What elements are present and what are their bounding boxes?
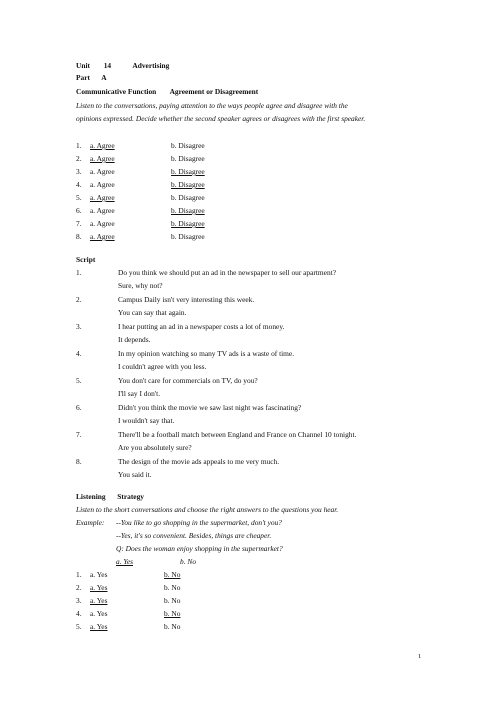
option-agree: a. Agree (90, 206, 115, 215)
example-label: Example: (76, 518, 105, 527)
unit-heading (76, 61, 169, 70)
option-disagree: b. Disagree (171, 154, 205, 163)
script-response: Are you absolutely sure? (118, 443, 192, 452)
script-statement: Campus Daily isn't very interesting this week. (118, 295, 255, 304)
option-yes: a. Yes (90, 583, 108, 592)
part-heading (76, 73, 107, 82)
option-disagree: b. Disagree (171, 219, 205, 228)
script-response: Sure, why not? (118, 281, 163, 290)
answer-number: 2. (76, 583, 82, 592)
answer-number: 2. (76, 154, 82, 163)
option-no: b. No (164, 570, 181, 579)
part-letter: A (101, 73, 107, 82)
option-agree: a. Agree (90, 141, 115, 150)
option-yes: a. Yes (90, 570, 108, 579)
option-disagree: b. Disagree (171, 193, 205, 202)
example-answer-a: a. Yes (116, 557, 133, 566)
script-response: I couldn't agree with you less. (118, 362, 207, 371)
answer-number: 4. (76, 609, 82, 618)
option-disagree: b. Disagree (171, 232, 205, 241)
part-label: Part (76, 73, 90, 82)
answer-number: 1. (76, 141, 82, 150)
answer-number: 7. (76, 219, 82, 228)
answer-number: 4. (76, 180, 82, 189)
instruction-line-2: opinions expressed. Decide whether the second speaker agrees or disagrees with the first speaker. (76, 114, 366, 123)
strategy-heading (76, 492, 144, 501)
strategy-instruction: Listen to the short conversations and choose the right answers to the questions you hear. (76, 505, 339, 514)
option-agree: a. Agree (90, 167, 115, 176)
option-agree: a. Agree (90, 154, 115, 163)
script-item-number: 5. (76, 376, 82, 385)
option-yes: a. Yes (90, 596, 108, 605)
answer-number: 1. (76, 570, 82, 579)
answer-number: 5. (76, 193, 82, 202)
script-item-number: 1. (76, 268, 82, 277)
script-item-number: 3. (76, 322, 82, 331)
example-question: Q: Does the woman enjoy shopping in the supermarket? (116, 544, 283, 553)
script-statement: The design of the movie ads appeals to me very much. (118, 457, 280, 466)
option-disagree: b. Disagree (171, 167, 205, 176)
instruction-line-1: Listen to the conversations, paying attention to the ways people agree and disagree with the (76, 101, 348, 110)
unit-label: Unit (76, 61, 90, 70)
script-response: It depends. (118, 335, 151, 344)
option-no: b. No (164, 583, 181, 592)
script-statement: Do you think we should put an ad in the newspaper to sell our apartment? (118, 268, 336, 277)
example-answer-b: b. No (180, 557, 197, 566)
option-no: b. No (164, 609, 181, 618)
script-heading: Script (76, 255, 96, 264)
option-disagree: b. Disagree (171, 180, 205, 189)
answer-number: 6. (76, 206, 82, 215)
option-disagree: b. Disagree (171, 206, 205, 215)
strategy-heading-1: Listening (76, 492, 106, 501)
option-agree: a. Agree (90, 219, 115, 228)
option-agree: a. Agree (90, 193, 115, 202)
function-label: Communicative Function (76, 87, 157, 96)
unit-topic: Advertising (132, 61, 170, 70)
script-response: You can say that again. (118, 308, 187, 317)
script-statement: I hear putting an ad in a newspaper costs a lot of money. (118, 322, 285, 331)
script-item-number: 8. (76, 457, 82, 466)
option-disagree: b. Disagree (171, 141, 205, 150)
script-response: You said it. (118, 470, 152, 479)
script-item-number: 6. (76, 403, 82, 412)
script-item-number: 4. (76, 349, 82, 358)
option-agree: a. Agree (90, 180, 115, 189)
strategy-heading-2: Strategy (117, 492, 144, 501)
unit-number: 14 (103, 61, 112, 70)
page-number: 1 (418, 653, 422, 660)
script-response: I'll say I don't. (118, 389, 161, 398)
example-line-2: --Yes, it's so convenient. Besides, things are cheaper. (116, 531, 272, 540)
function-heading (76, 87, 258, 96)
example-line-1: --You like to go shopping in the supermarket, don't you? (116, 518, 282, 527)
script-statement: You don't care for commercials on TV, do you? (118, 376, 258, 385)
script-item-number: 7. (76, 430, 82, 439)
script-statement: There'll be a football match between England and France on Channel 10 tonight. (118, 430, 357, 439)
answer-number: 8. (76, 232, 82, 241)
function-name: Agreement or Disagreement (169, 87, 259, 96)
script-statement: Didn't you think the movie we saw last night was fascinating? (118, 403, 302, 412)
answer-number: 3. (76, 167, 82, 176)
answer-number: 5. (76, 622, 82, 631)
option-agree: a. Agree (90, 232, 115, 241)
answer-number: 3. (76, 596, 82, 605)
script-item-number: 2. (76, 295, 82, 304)
option-yes: a. Yes (90, 622, 108, 631)
option-no: b. No (164, 596, 181, 605)
option-no: b. No (164, 622, 181, 631)
option-yes: a. Yes (90, 609, 108, 618)
script-statement: In my opinion watching so many TV ads is a waste of time. (118, 349, 295, 358)
script-response: I wouldn't say that. (118, 416, 175, 425)
